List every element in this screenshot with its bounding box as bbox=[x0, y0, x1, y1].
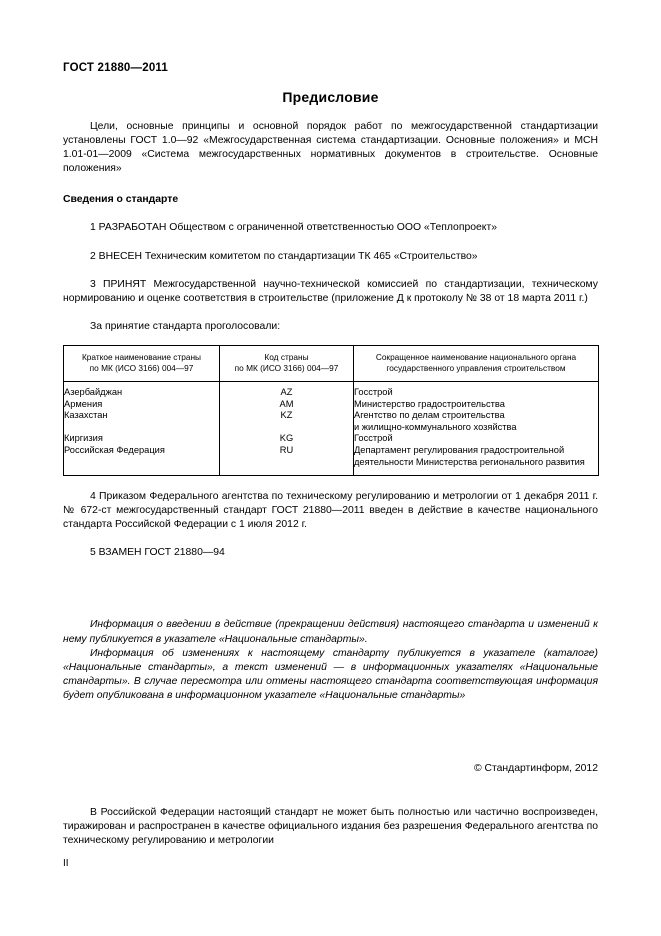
cell-organizations bbox=[354, 381, 599, 475]
organization-name: Госстрой bbox=[354, 386, 393, 397]
info-item-5: 5 ВЗАМЕН ГОСТ 21880—94 bbox=[90, 547, 225, 559]
country-name: Российская Федерация bbox=[64, 444, 165, 455]
organization-name: Департамент регулирования градостроительной bbox=[354, 444, 565, 455]
notice-paragraph-1: Информация о введении в действие (прекращении действия) настоящего стандарта и изменений к нему публикуется в указателе «Национальные стандарты». bbox=[63, 619, 598, 645]
info-item-4: 4 Приказом Федерального агентства по техническому регулированию и метрологии от 1 декабря 2011 г. № 672-ст межгосударственный стандарт ГОСТ 21880—2011 введен в действие в качестве национального стандарта Российской Федерации с 1 июля 2012 г. bbox=[63, 491, 598, 531]
spacer-line bbox=[220, 422, 353, 434]
standard-code-header: ГОСТ 21880—2011 bbox=[63, 62, 168, 74]
country-code: KG bbox=[279, 433, 294, 444]
header-line-1: Краткое наименование страны bbox=[81, 351, 202, 362]
notice-paragraph-2: Информация об изменениях к настоящему стандарту публикуется в указателе (каталоге) «Национальные стандарты», а текст изменений — в информационных указателях «Национальные стандарты». В случае пересмотра или отмены настоящего стандарта соответствующая информация будет опубликована в информационном указателе «Национальные стандарты» bbox=[63, 647, 598, 701]
page-title: Предисловие bbox=[282, 89, 379, 105]
spacer-line bbox=[64, 422, 219, 434]
table-header-row bbox=[64, 345, 599, 381]
column-header-country bbox=[64, 345, 220, 381]
header-line-1: Код страны bbox=[264, 351, 309, 362]
organization-name: Госстрой bbox=[354, 433, 393, 444]
country-code: RU bbox=[279, 444, 294, 455]
organization-name: деятельности Министерства регионального развития bbox=[354, 456, 585, 467]
vote-intro-text: За принятие стандарта проголосовали: bbox=[90, 320, 281, 332]
country-name: Азербайджан bbox=[64, 386, 123, 397]
country-code: AZ bbox=[280, 386, 293, 397]
reproduction-notice: В Российской Федерации настоящий стандарт не может быть полностью или частично воспроизведен, тиражирован и распространен в качестве официального издания без разрешения Федерального агентства по техническому регулированию и метрологии bbox=[63, 807, 598, 847]
column-header-code bbox=[220, 345, 354, 381]
table-row bbox=[64, 381, 599, 475]
country-code: AM bbox=[279, 398, 294, 409]
header-line-2: государственного управления строительством bbox=[386, 362, 566, 373]
cell-codes bbox=[220, 381, 354, 475]
column-header-organization bbox=[354, 345, 599, 381]
country-code: KZ bbox=[280, 410, 293, 421]
intro-paragraph: Цели, основные принципы и основной порядок работ по межгосударственной стандартизации установлены ГОСТ 1.0—92 «Межгосударственная система стандартизации. Основные положения» и МСН 1.01-01—2009 «Система межгосударственных нормативных документов в строительстве. Основные положения» bbox=[63, 121, 598, 175]
info-item-1: 1 РАЗРАБОТАН Обществом с ограниченной ответственностью ООО «Теплопроект» bbox=[90, 222, 497, 234]
organization-name: Агентство по делам строительства bbox=[354, 410, 505, 421]
reproduction-notice-block bbox=[63, 806, 598, 848]
page-number: II bbox=[63, 858, 69, 869]
organization-name: и жилищно-коммунального хозяйства bbox=[354, 421, 517, 432]
country-name: Армения bbox=[64, 398, 103, 409]
country-name: Казахстан bbox=[64, 410, 108, 421]
document-content bbox=[63, 120, 598, 703]
header-line-1: Сокращенное наименование национального органа bbox=[375, 351, 577, 362]
section-heading-standard-info: Сведения о стандарте bbox=[63, 194, 179, 206]
copyright-notice: © Стандартинформ, 2012 bbox=[473, 763, 598, 774]
info-item-3: 3 ПРИНЯТ Межгосударственной научно-технической комиссией по стандартизации, техническому нормированию и оценке соответствия в строительстве (приложение Д к протоколу № 38 от 18 марта 2011 г.) bbox=[63, 278, 598, 304]
organization-name: Министерство градостроительства bbox=[354, 398, 505, 409]
info-item-2: 2 ВНЕСЕН Техническим комитетом по стандартизации ТК 465 «Строительство» bbox=[90, 250, 478, 262]
voting-countries-table bbox=[63, 345, 599, 476]
cell-countries bbox=[64, 381, 220, 475]
header-line-2: по МК (ИСО 3166) 004—97 bbox=[89, 362, 194, 373]
header-line-2: по МК (ИСО 3166) 004—97 bbox=[234, 362, 339, 373]
country-name: Киргизия bbox=[64, 433, 103, 444]
